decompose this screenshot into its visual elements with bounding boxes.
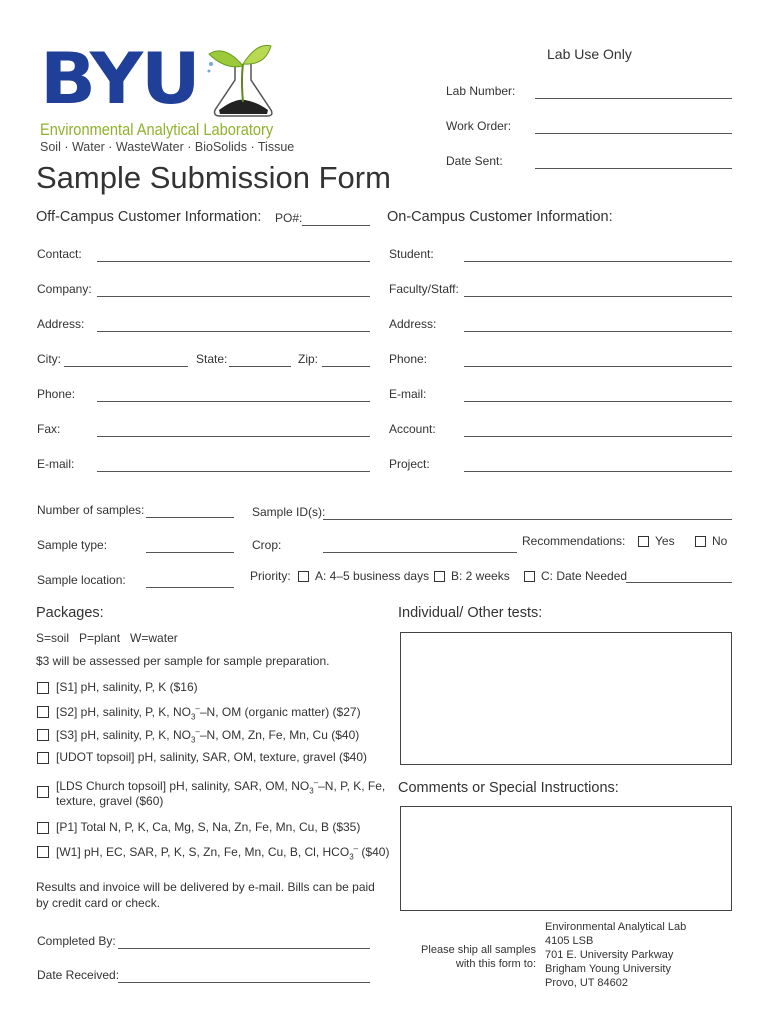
date-sent-field[interactable] <box>535 168 732 169</box>
ship-address <box>545 920 686 990</box>
results-note-line2: by credit card or check. <box>36 896 161 910</box>
prep-fee-note: $3 will be assessed per sample for sample preparation. <box>36 654 330 668</box>
package-s1-checkbox[interactable] <box>37 682 49 694</box>
package-lds-checkbox[interactable] <box>37 786 49 798</box>
date-received-label: Date Received: <box>37 968 120 982</box>
account-field[interactable] <box>464 436 732 437</box>
city-label: City: <box>37 352 61 366</box>
recommendations-label: Recommendations: <box>522 534 626 548</box>
priority-b-label: B: 2 weeks <box>451 569 510 583</box>
faculty-staff-field[interactable] <box>464 296 732 297</box>
completed-by-label: Completed By: <box>37 934 116 948</box>
package-lds-label-line2: texture, gravel ($60) <box>56 794 164 808</box>
ship-address-line: Brigham Young University <box>545 963 671 975</box>
crop-field[interactable] <box>323 552 517 553</box>
comments-box[interactable] <box>400 806 732 911</box>
lab-tagline: Soil · Water · WasteWater · BioSolids · Tissue <box>40 140 295 154</box>
lab-number-field[interactable] <box>535 98 732 99</box>
lab-number-label: Lab Number: <box>446 84 516 98</box>
work-order-field[interactable] <box>535 133 732 134</box>
city-field[interactable] <box>64 366 188 367</box>
package-s1-label: [S1] pH, salinity, P, K ($16) <box>56 680 198 694</box>
company-field[interactable] <box>97 296 370 297</box>
form-title: Sample Submission Form <box>36 160 391 195</box>
student-field[interactable] <box>464 261 732 262</box>
completed-by-field[interactable] <box>118 948 370 949</box>
zip-field[interactable] <box>322 366 370 367</box>
on-campus-phone-label: Phone: <box>389 352 428 366</box>
priority-b-checkbox[interactable] <box>434 571 445 582</box>
state-label: State: <box>196 352 228 366</box>
email-field[interactable] <box>97 471 370 472</box>
ship-instruction: Please ship all samples with this form to: <box>421 944 536 970</box>
on-campus-phone-field[interactable] <box>464 366 732 367</box>
logo-wordmark: BYU <box>40 38 199 120</box>
ship-address-line: Provo, UT 84602 <box>545 977 628 989</box>
contact-label: Contact: <box>37 247 82 261</box>
phone-field[interactable] <box>97 401 370 402</box>
ship-address-line: 701 E. University Parkway <box>545 949 674 961</box>
package-p1-checkbox[interactable] <box>37 822 49 834</box>
on-campus-address-field[interactable] <box>464 331 732 332</box>
date-needed-field[interactable] <box>626 582 732 583</box>
packages-title: Packages: <box>36 605 104 621</box>
contact-field[interactable] <box>97 261 370 262</box>
package-s2-label: [S2] pH, salinity, P, K, $NO_3^--N$, OM (organic matter) ($27) <box>56 704 361 722</box>
date-received-field[interactable] <box>118 982 370 983</box>
byu-logo <box>40 38 300 156</box>
student-label: Student: <box>389 247 434 261</box>
phone-label: Phone: <box>37 387 76 401</box>
sample-location-label: Sample location: <box>37 573 126 587</box>
priority-a-label: A: 4–5 business days <box>315 569 430 583</box>
package-s3-label: [S3] pH, salinity, P, K, $NO_3^--N$, OM, Zn, Fe, Mn, Cu ($40) <box>56 727 360 745</box>
package-lds-label: [LDS Church topsoil] pH, salinity, SAR, OM, $NO_3^--N$, P, K, Fe, <box>56 778 386 796</box>
package-udot-label: [UDOT topsoil] pH, salinity, SAR, OM, texture, gravel ($40) <box>56 750 367 764</box>
fax-field[interactable] <box>97 436 370 437</box>
sample-location-field[interactable] <box>146 587 234 588</box>
package-w1-label: [W1] pH, EC, SAR, P, K, S, Zn, Fe, Mn, Cu, B, Cl, $HCO_3^-$ ($40) <box>56 844 390 862</box>
address-field[interactable] <box>97 331 370 332</box>
project-label: Project: <box>389 457 430 471</box>
faculty-staff-label: Faculty/Staff: <box>389 282 459 296</box>
individual-tests-box[interactable] <box>400 632 732 765</box>
fax-label: Fax: <box>37 422 61 436</box>
lab-use-title: Lab Use Only <box>547 46 632 62</box>
priority-c-checkbox[interactable] <box>524 571 535 582</box>
sample-type-field[interactable] <box>146 552 234 553</box>
package-s3-checkbox[interactable] <box>37 729 49 741</box>
company-label: Company: <box>37 282 92 296</box>
zip-label: Zip: <box>298 352 319 366</box>
work-order-label: Work Order: <box>446 119 512 133</box>
number-of-samples-label: Number of samples: <box>37 503 145 517</box>
on-campus-email-label: E-mail: <box>389 387 427 401</box>
priority-label: Priority: <box>250 569 291 583</box>
po-label: PO#: <box>275 211 303 225</box>
sample-id-field[interactable] <box>323 519 732 520</box>
number-of-samples-field[interactable] <box>146 517 234 518</box>
priority-a-checkbox[interactable] <box>298 571 309 582</box>
packages-legend: S=soil P=plant W=water <box>36 631 178 645</box>
ship-address-line: Environmental Analytical Lab <box>545 921 687 933</box>
project-field[interactable] <box>464 471 732 472</box>
package-s2-checkbox[interactable] <box>37 706 49 718</box>
on-campus-email-field[interactable] <box>464 401 732 402</box>
crop-label: Crop: <box>252 538 282 552</box>
address-label: Address: <box>37 317 85 331</box>
recommendations-yes-checkbox[interactable] <box>638 536 649 547</box>
on-campus-address-label: Address: <box>389 317 437 331</box>
package-udot-checkbox[interactable] <box>37 752 49 764</box>
po-field[interactable] <box>302 225 370 226</box>
sample-type-label: Sample type: <box>37 538 108 552</box>
results-note-line1: Results and invoice will be delivered by e-mail. Bills can be paid <box>36 880 375 894</box>
ship-address-line: 4105 LSB <box>545 935 594 947</box>
account-label: Account: <box>389 422 436 436</box>
email-label: E-mail: <box>37 457 75 471</box>
date-sent-label: Date Sent: <box>446 154 503 168</box>
yes-label: Yes <box>655 534 675 548</box>
state-field[interactable] <box>229 366 291 367</box>
sample-id-label: Sample ID(s): <box>252 505 326 519</box>
priority-c-label: C: Date Needed <box>541 569 628 583</box>
individual-tests-title: Individual/ Other tests: <box>398 605 543 621</box>
flask-plant-icon <box>205 40 320 120</box>
comments-title: Comments or Special Instructions: <box>398 780 619 796</box>
off-campus-title: Off-Campus Customer Information: <box>36 209 262 225</box>
recommendations-no-checkbox[interactable] <box>695 536 706 547</box>
on-campus-title: On-Campus Customer Information: <box>387 209 613 225</box>
package-w1-checkbox[interactable] <box>37 846 49 858</box>
no-label: No <box>712 534 728 548</box>
lab-name: Environmental Analytical Laboratory <box>40 120 274 139</box>
package-p1-label: [P1] Total N, P, K, Ca, Mg, S, Na, Zn, Fe, Mn, Cu, B ($35) <box>56 820 361 834</box>
